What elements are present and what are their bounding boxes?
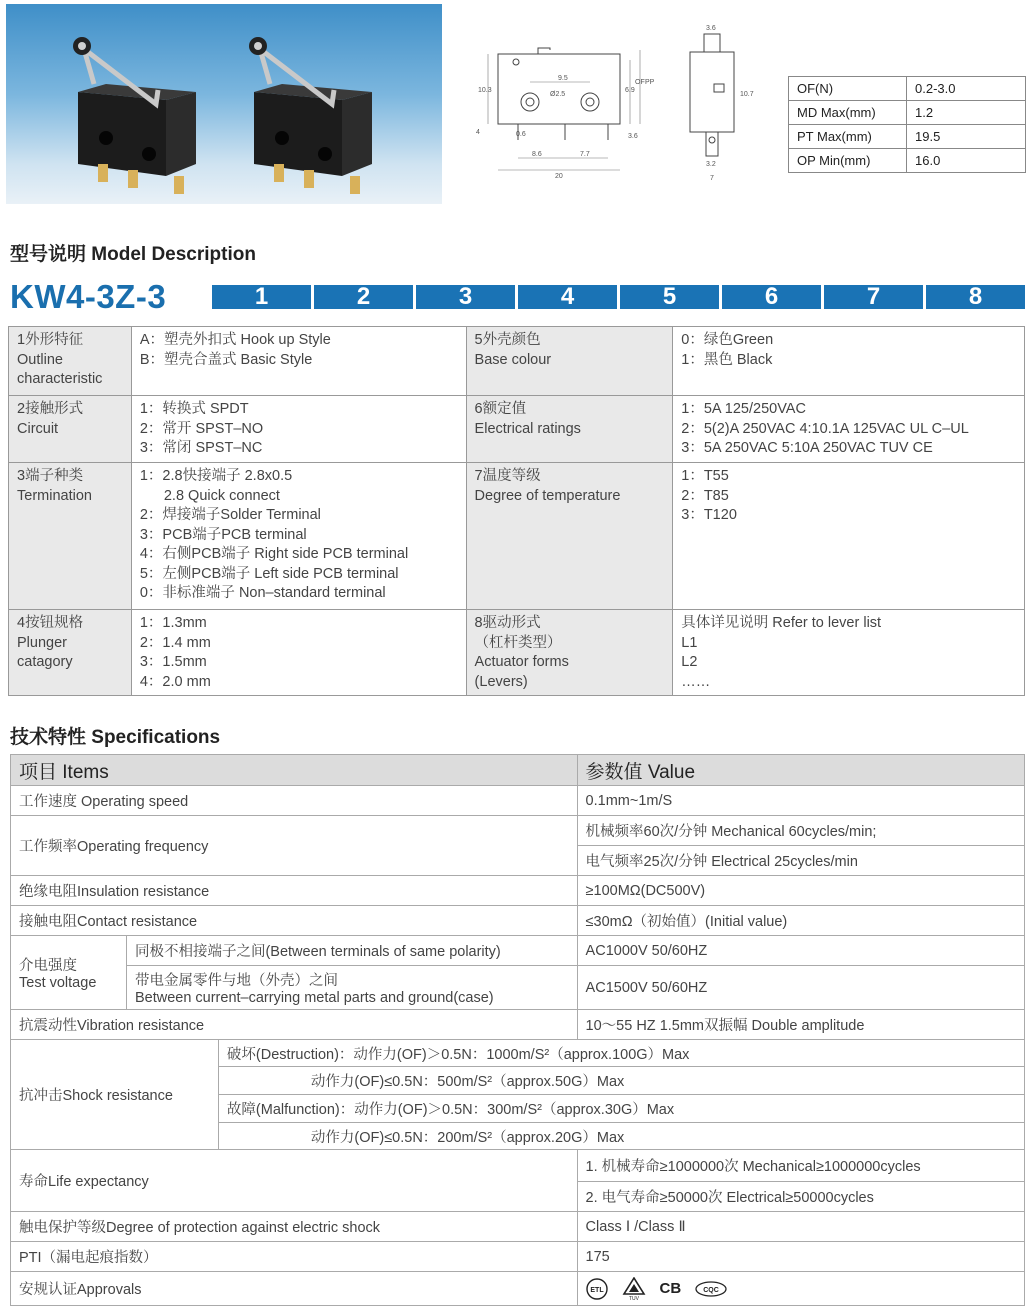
dim-10-7: 10.7 [740, 91, 754, 98]
cb-mark: CB [659, 1280, 682, 1297]
desc-label [466, 463, 673, 610]
parameter-table [788, 76, 1026, 173]
spec-item: 触电保护等级Degree of protection against electric shock [11, 1212, 578, 1242]
dim-9-5: 9.5 [558, 75, 568, 82]
shock-line: 动作力(OF)≤0.5N：500m/S²（approx.50G）Max [218, 1067, 1024, 1095]
desc-row-termination [9, 463, 1025, 610]
cqc-mark-icon [695, 1281, 727, 1297]
desc-label [466, 610, 673, 696]
spec-item: 接触电阻Contact resistance [11, 906, 578, 936]
desc-label [9, 463, 132, 610]
option-line: 3：T120 [681, 507, 737, 523]
option-line: 1：2.8快接端子 2.8x0.5 [139, 468, 293, 484]
spec-value: 机械频率60次/分钟 Mechanical 60cycles/min; [577, 816, 1024, 846]
label-line: Outline [17, 351, 63, 368]
param-value: 19.5 [907, 125, 1026, 149]
option-line: 4：2.0 mm [139, 673, 211, 690]
dim-pp: PP [645, 79, 655, 86]
microswitch-illustration [6, 4, 442, 204]
option-line: B：塑壳合盖式 Basic Style [139, 351, 313, 368]
spec-row [11, 1212, 1025, 1242]
spec-value: 1. 机械寿命≥1000000次 Mechanical≥1000000cycles [577, 1150, 1024, 1182]
spec-item: PTI（漏电起痕指数） [11, 1242, 578, 1272]
param-row [789, 149, 1026, 173]
option-right: 5:10A 250VAC TUV CE [781, 440, 933, 456]
option-line: …… [681, 673, 711, 690]
model-description-title: 型号说明 Model Description [10, 244, 256, 265]
desc-options [673, 610, 1025, 696]
label-line: 4按钮规格 [17, 615, 84, 631]
spec-value: 10～55 HZ 1.5mm双振幅 Double amplitude [577, 1010, 1024, 1040]
spec-row [11, 1010, 1025, 1040]
option-line: 2：1.4 mm [139, 634, 211, 651]
spec-subitem [126, 966, 577, 1010]
spec-row [11, 906, 1025, 936]
code-box-8: 8 [926, 285, 1025, 309]
shock-line: 破坏(Destruction)：动作力(OF)＞0.5N：1000m/S²（approx.100G）Max [218, 1040, 1024, 1067]
spec-value: 0.1mm~1m/S [577, 786, 1024, 816]
param-name: OP Min(mm) [789, 149, 907, 173]
label-line: 1外形特征 [17, 332, 84, 348]
spec-row [11, 1272, 1025, 1306]
option-line: L1 [681, 634, 698, 651]
option-left: 2：5(2)A 250VAC [681, 420, 796, 437]
desc-label [466, 327, 673, 396]
param-row [789, 101, 1026, 125]
option-line: 5：左侧PCB端子 Left side PCB terminal [139, 565, 399, 582]
spec-value: 电气频率25次/分钟 Electrical 25cycles/min [577, 846, 1024, 876]
param-value: 1.2 [907, 101, 1026, 125]
header-value: 参数值 Value [577, 755, 1024, 786]
shock-line: 故障(Malfunction)：动作力(OF)＞0.5N：300m/S²（approx.30G）Max [218, 1095, 1024, 1123]
item-en: Test voltage [19, 975, 97, 991]
desc-options [131, 396, 466, 463]
code-box-6: 6 [722, 285, 821, 309]
spec-item [11, 936, 127, 1010]
param-row [789, 77, 1026, 101]
label-line: (Levers) [474, 673, 528, 690]
label-line: Actuator forms [474, 654, 569, 670]
option-left: 3：5A 250VAC [681, 440, 778, 456]
label-line: Electrical ratings [474, 420, 581, 437]
desc-row-plunger [9, 610, 1025, 696]
spec-value: AC1000V 50/60HZ [577, 936, 1024, 966]
spec-row [11, 786, 1025, 816]
spec-item: 抗冲击Shock resistance [11, 1040, 219, 1150]
option-right: 4:10.1A 125VAC UL C–UL [799, 420, 969, 437]
model-description-table [8, 326, 1025, 696]
dim-3-6b: 3.6 [628, 133, 638, 140]
label-line: Degree of temperature [474, 487, 621, 504]
label-line: 8驱动形式 [474, 615, 541, 631]
specifications-table [10, 754, 1025, 1306]
desc-options [131, 610, 466, 696]
desc-row-outline [9, 327, 1025, 396]
desc-label [466, 396, 673, 463]
product-photo [6, 4, 442, 204]
dim-hole: Ø2.5 [550, 91, 566, 98]
cqc-text: CQC [703, 1286, 719, 1294]
dim-6-9: 6.9 [625, 87, 635, 94]
code-box-7: 7 [824, 285, 923, 309]
item-cn: 介电强度 [19, 958, 77, 974]
spec-item: 工作速度 Operating speed [11, 786, 578, 816]
desc-options [673, 463, 1025, 610]
technical-drawing [470, 20, 770, 185]
header-items: 项目 Items [11, 755, 578, 786]
model-code: KW4-3Z-3 [10, 278, 167, 315]
dim-0-6: 0.6 [516, 131, 526, 138]
spec-value [577, 1272, 1024, 1306]
label-line: Base colour [474, 351, 552, 368]
dim-8-6: 8.6 [532, 151, 542, 158]
desc-options [673, 396, 1025, 463]
spec-value: ≥100MΩ(DC500V) [577, 876, 1024, 906]
code-position-boxes [212, 285, 1025, 309]
spec-item: 工作频率Operating frequency [11, 816, 578, 876]
option-line: L2 [681, 654, 698, 670]
spec-row [11, 936, 1025, 966]
code-box-2: 2 [314, 285, 413, 309]
option-line [681, 439, 1016, 459]
dim-20: 20 [555, 173, 563, 180]
spec-value: 175 [577, 1242, 1024, 1272]
option-line: 2.8 Quick connect [163, 487, 280, 504]
option-line: 具体详见说明 Refer to lever list [681, 615, 882, 631]
spec-row [11, 876, 1025, 906]
specifications-title: 技术特性 Specifications [10, 727, 221, 748]
option-line: 1：5A 125/250VAC [681, 401, 806, 417]
spec-value: AC1500V 50/60HZ [577, 966, 1024, 1010]
spec-item: 寿命Life expectancy [11, 1150, 578, 1212]
label-line: Circuit [17, 420, 59, 437]
subitem-cn: 带电金属零件与地（外壳）之间 [134, 973, 338, 989]
option-line: 3：PCB端子PCB terminal [139, 526, 307, 543]
option-line: 1：转换式 SPDT [139, 401, 249, 417]
spec-row [11, 1150, 1025, 1182]
spec-row [11, 1040, 1025, 1067]
label-line: 5外壳颜色 [474, 332, 541, 348]
dim-of: OF [635, 79, 645, 86]
label-line: Plunger [17, 634, 67, 651]
code-box-1: 1 [212, 285, 311, 309]
param-value: 0.2-3.0 [907, 77, 1026, 101]
label-line: （杠杆类型） [474, 634, 562, 651]
dim-7: 7 [710, 175, 714, 182]
spec-item: 绝缘电阻Insulation resistance [11, 876, 578, 906]
dim-7-7: 7.7 [580, 151, 590, 158]
label-line: 2接触形式 [17, 401, 84, 417]
spec-row [11, 816, 1025, 846]
spec-value: Class Ⅰ /Class Ⅱ [577, 1212, 1024, 1242]
code-box-5: 5 [620, 285, 719, 309]
option-line: A：塑壳外扣式 Hook up Style [139, 332, 331, 348]
spec-row [11, 1242, 1025, 1272]
option-line: 3：常闭 SPST–NC [139, 440, 263, 456]
label-line: characteristic [17, 371, 103, 387]
label-line: catagory [17, 654, 73, 670]
option-line: 0：非标准端子 Non–standard terminal [139, 585, 386, 601]
etl-text: ETL [589, 1286, 604, 1294]
label-line: 6额定值 [474, 401, 527, 417]
option-line: 0：绿色Green [681, 332, 774, 348]
option-line: 1：T55 [681, 468, 729, 484]
option-line: 2：T85 [681, 487, 729, 504]
desc-label [9, 327, 132, 396]
option-line [681, 420, 1016, 440]
label-line: 7温度等级 [474, 468, 541, 484]
dim-10-3: 10.3 [478, 87, 492, 94]
approval-marks [586, 1277, 1016, 1301]
option-line: 3：1.5mm [139, 654, 207, 670]
desc-options [673, 327, 1025, 396]
tuv-mark-icon [622, 1277, 646, 1301]
spec-header-row [11, 755, 1025, 786]
etl-mark-icon [586, 1278, 608, 1300]
desc-label [9, 396, 132, 463]
spec-row [11, 966, 1025, 1010]
spec-item: 抗震动性Vibration resistance [11, 1010, 578, 1040]
shock-line: 动作力(OF)≤0.5N：200m/S²（approx.20G）Max [218, 1123, 1024, 1150]
dim-3-6: 3.6 [706, 25, 716, 32]
desc-options [131, 463, 466, 610]
option-line: 1：1.3mm [139, 615, 207, 631]
option-line: 1：黑色 Black [681, 351, 773, 368]
label-line: Termination [17, 487, 92, 504]
tuv-text: TUV [628, 1295, 639, 1301]
desc-label [9, 610, 132, 696]
param-value: 16.0 [907, 149, 1026, 173]
spec-value: 2. 电气寿命≥50000次 Electrical≥50000cycles [577, 1182, 1024, 1212]
spec-value: ≤30mΩ（初始值）(Initial value) [577, 906, 1024, 936]
param-name: PT Max(mm) [789, 125, 907, 149]
spec-subitem: 同极不相接端子之间(Between terminals of same polarity) [126, 936, 577, 966]
code-box-3: 3 [416, 285, 515, 309]
dim-3-2: 3.2 [706, 161, 716, 168]
desc-row-circuit [9, 396, 1025, 463]
param-name: MD Max(mm) [789, 101, 907, 125]
option-line: 2：常开 SPST–NO [139, 420, 264, 437]
param-name: OF(N) [789, 77, 907, 101]
desc-options [131, 327, 466, 396]
subitem-en: Between current–carrying metal parts and ground(case) [134, 990, 494, 1006]
option-line: 2：焊接端子Solder Terminal [139, 507, 321, 523]
label-line: 3端子种类 [17, 468, 84, 484]
code-box-4: 4 [518, 285, 617, 309]
option-line: 4：右侧PCB端子 Right side PCB terminal [139, 546, 409, 562]
dim-4: 4 [476, 129, 480, 136]
param-row [789, 125, 1026, 149]
spec-item: 安规认证Approvals [11, 1272, 578, 1306]
